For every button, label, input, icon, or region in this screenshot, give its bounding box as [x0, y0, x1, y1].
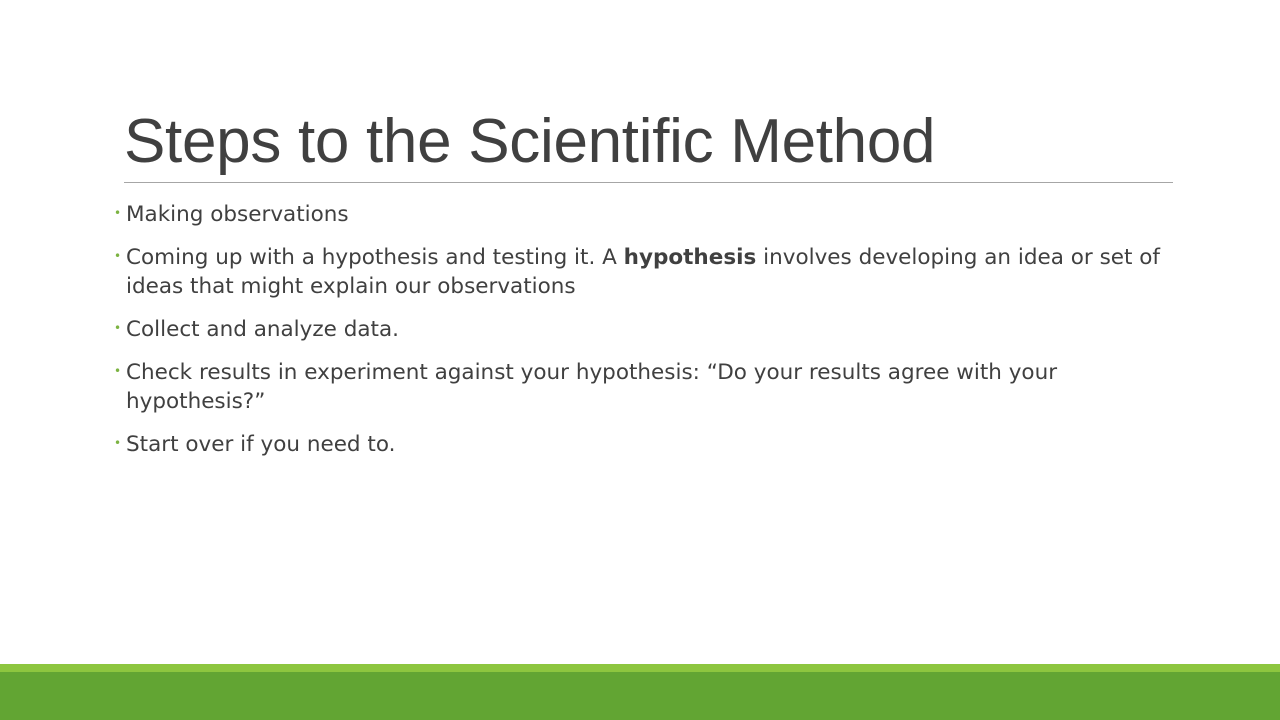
bullet-text: Start over if you need to.	[126, 432, 396, 457]
bullet-dot-icon: •	[114, 249, 122, 263]
bullet-dot-icon: •	[114, 436, 122, 450]
bullet-dot-icon: •	[114, 364, 122, 378]
bullet-dot-icon: •	[114, 321, 122, 335]
bullet-list	[114, 200, 1174, 473]
bullet-dot-icon: •	[114, 206, 122, 220]
footer-band	[0, 672, 1280, 720]
hypothesis-term: hypothesis	[623, 245, 757, 270]
bullet-item	[114, 430, 1174, 459]
bullet-text: Making observations	[126, 202, 349, 227]
bullet-text-before: Coming up with a hypothesis and testing it. A	[126, 245, 624, 270]
footer-accent-stripe	[0, 664, 1280, 672]
bullet-text: Check results in experiment against your hypothesis: “Do your results agree with your hypothesis?”	[126, 360, 1058, 414]
bullet-text-after: involves developing an idea or set of ideas that might explain our observations	[126, 245, 1160, 299]
bullet-text	[126, 245, 1160, 299]
bullet-item	[114, 243, 1174, 301]
slide-title: Steps to the Scientific Method	[124, 107, 936, 176]
bullet-text: Collect and analyze data.	[126, 317, 399, 342]
bullet-item	[114, 358, 1174, 416]
bullet-item	[114, 315, 1174, 344]
bullet-item	[114, 200, 1174, 229]
title-divider	[124, 182, 1173, 183]
